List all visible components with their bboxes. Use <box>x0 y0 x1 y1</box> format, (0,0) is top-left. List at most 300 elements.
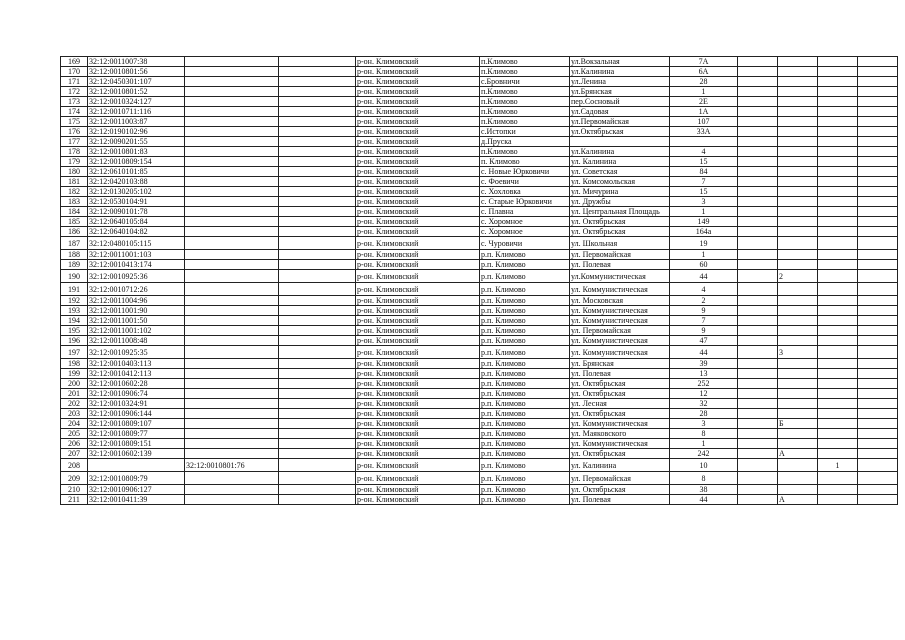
table-row <box>61 336 898 346</box>
cell-locality: с.Истопки <box>480 127 570 137</box>
cell-cadastral: 32:12:0011008:48 <box>88 336 185 346</box>
table-row <box>61 127 898 137</box>
cell-e3 <box>818 77 858 87</box>
cell-e3 <box>818 429 858 439</box>
cell-cadastral2 <box>185 336 279 346</box>
cell-e3 <box>818 157 858 167</box>
cell-district: р-он. Климовский <box>356 399 480 409</box>
cell-cadastral: 32:12:0011001:50 <box>88 316 185 326</box>
cell-e2 <box>778 227 818 237</box>
cell-locality: с. Плавна <box>480 207 570 217</box>
cell-cadastral: 32:12:0010602:139 <box>88 449 185 459</box>
table-row <box>61 107 898 117</box>
cell-num: 184 <box>61 207 88 217</box>
cell-locality: р.п. Климово <box>480 283 570 296</box>
cell-district: р-он. Климовский <box>356 389 480 399</box>
cell-e4 <box>858 399 898 409</box>
table-row <box>61 485 898 495</box>
cell-e1 <box>738 459 778 472</box>
cell-locality: с.Бровничи <box>480 77 570 87</box>
property-register-table <box>60 56 898 505</box>
cell-e4 <box>858 57 898 67</box>
cell-district: р-он. Климовский <box>356 87 480 97</box>
cell-cadastral: 32:12:0011001:90 <box>88 306 185 316</box>
cell-e2 <box>778 187 818 197</box>
cell-locality: п.Климово <box>480 147 570 157</box>
cell-cadastral2 <box>185 359 279 369</box>
cell-e1 <box>738 296 778 306</box>
cell-e2 <box>778 409 818 419</box>
cell-cadastral: 32:12:0190102:96 <box>88 127 185 137</box>
cell-district: р-он. Климовский <box>356 336 480 346</box>
cell-district: р-он. Климовский <box>356 207 480 217</box>
cell-e4 <box>858 316 898 326</box>
cell-cadastral2 <box>185 217 279 227</box>
cell-e2 <box>778 167 818 177</box>
cell-e1 <box>738 429 778 439</box>
cell-num: 192 <box>61 296 88 306</box>
cell-e3 <box>818 147 858 157</box>
cell-e3 <box>818 87 858 97</box>
cell-blank <box>279 336 356 346</box>
cell-cadastral2 <box>185 306 279 316</box>
cell-cadastral: 32:12:0011007:38 <box>88 57 185 67</box>
cell-e3 <box>818 57 858 67</box>
cell-blank <box>279 306 356 316</box>
cell-e4 <box>858 389 898 399</box>
cell-cadastral: 32:12:0420103:88 <box>88 177 185 187</box>
cell-e2 <box>778 137 818 147</box>
cell-locality: с. Хоромное <box>480 227 570 237</box>
cell-locality: с. Старые Юрковичи <box>480 197 570 207</box>
table-row <box>61 187 898 197</box>
cell-cadastral: 32:12:0640105:84 <box>88 217 185 227</box>
cell-e2 <box>778 237 818 250</box>
cell-district: р-он. Климовский <box>356 137 480 147</box>
cell-district: р-он. Климовский <box>356 369 480 379</box>
cell-num: 205 <box>61 429 88 439</box>
cell-cadastral2 <box>185 137 279 147</box>
cell-e1 <box>738 379 778 389</box>
cell-cadastral: 32:12:0610101:85 <box>88 167 185 177</box>
cell-street: ул. Дружбы <box>570 197 670 207</box>
cell-street: ул.Октябрьская <box>570 127 670 137</box>
cell-num: 201 <box>61 389 88 399</box>
cell-cadastral: 32:12:0010801:83 <box>88 147 185 157</box>
cell-district: р-он. Климовский <box>356 495 480 505</box>
cell-locality: р.п. Климово <box>480 449 570 459</box>
cell-e3 <box>818 137 858 147</box>
cell-e1 <box>738 399 778 409</box>
cell-e2: Б <box>778 419 818 429</box>
cell-e3 <box>818 197 858 207</box>
cell-num: 172 <box>61 87 88 97</box>
cell-cadastral2 <box>185 485 279 495</box>
cell-blank <box>279 250 356 260</box>
cell-locality: с. Новые Юрковичи <box>480 167 570 177</box>
cell-e4 <box>858 87 898 97</box>
cell-house: 33А <box>670 127 738 137</box>
cell-e2 <box>778 57 818 67</box>
cell-e1 <box>738 472 778 485</box>
cell-street: ул. Мичурина <box>570 187 670 197</box>
cell-e4 <box>858 495 898 505</box>
cell-house: 4 <box>670 283 738 296</box>
cell-blank <box>279 77 356 87</box>
cell-cadastral: 32:12:0011001:102 <box>88 326 185 336</box>
cell-e3 <box>818 67 858 77</box>
cell-district: р-он. Климовский <box>356 283 480 296</box>
cell-e1 <box>738 449 778 459</box>
cell-num: 196 <box>61 336 88 346</box>
cell-e4 <box>858 326 898 336</box>
cell-e1 <box>738 137 778 147</box>
cell-e3 <box>818 336 858 346</box>
cell-district: р-он. Климовский <box>356 97 480 107</box>
cell-blank <box>279 260 356 270</box>
cell-cadastral: 32:12:0010711:116 <box>88 107 185 117</box>
cell-street: ул. Калинина <box>570 459 670 472</box>
cell-e2 <box>778 326 818 336</box>
cell-house: 1 <box>670 439 738 449</box>
cell-house: 9 <box>670 306 738 316</box>
cell-street: ул. Лесная <box>570 399 670 409</box>
cell-e2 <box>778 336 818 346</box>
cell-e3 <box>818 117 858 127</box>
cell-e4 <box>858 147 898 157</box>
cell-house: 39 <box>670 359 738 369</box>
cell-e1 <box>738 207 778 217</box>
table-row <box>61 67 898 77</box>
cell-cadastral2 <box>185 67 279 77</box>
cell-e2 <box>778 117 818 127</box>
table-row <box>61 316 898 326</box>
cell-house: 15 <box>670 157 738 167</box>
cell-blank <box>279 359 356 369</box>
cell-e2 <box>778 217 818 227</box>
cell-cadastral: 32:12:0010412:113 <box>88 369 185 379</box>
cell-e1 <box>738 326 778 336</box>
table-row <box>61 409 898 419</box>
cell-district: р-он. Климовский <box>356 485 480 495</box>
cell-blank <box>279 67 356 77</box>
cell-cadastral2 <box>185 283 279 296</box>
cell-num: 174 <box>61 107 88 117</box>
table-row <box>61 283 898 296</box>
table-row <box>61 250 898 260</box>
cell-e2 <box>778 107 818 117</box>
cell-cadastral2 <box>185 399 279 409</box>
cell-e2 <box>778 197 818 207</box>
cell-blank <box>279 472 356 485</box>
cell-street: ул. Полевая <box>570 495 670 505</box>
table-body <box>61 57 898 505</box>
cell-locality: р.п. Климово <box>480 316 570 326</box>
cell-e2 <box>778 250 818 260</box>
table-row <box>61 379 898 389</box>
table-row <box>61 326 898 336</box>
cell-house: 10 <box>670 459 738 472</box>
cell-num: 179 <box>61 157 88 167</box>
cell-street: ул. Маяковского <box>570 429 670 439</box>
cell-e1 <box>738 409 778 419</box>
cell-blank <box>279 87 356 97</box>
cell-blank <box>279 227 356 237</box>
cell-e4 <box>858 270 898 283</box>
cell-district: р-он. Климовский <box>356 379 480 389</box>
cell-street: ул. Московская <box>570 296 670 306</box>
cell-e4 <box>858 260 898 270</box>
cell-street: ул.Вокзальная <box>570 57 670 67</box>
cell-num: 198 <box>61 359 88 369</box>
cell-house <box>670 137 738 147</box>
cell-locality: с. Фоевичи <box>480 177 570 187</box>
table-row <box>61 472 898 485</box>
cell-e4 <box>858 217 898 227</box>
cell-e4 <box>858 97 898 107</box>
cell-locality: с. Чуровичи <box>480 237 570 250</box>
cell-e2 <box>778 369 818 379</box>
cell-district: р-он. Климовский <box>356 217 480 227</box>
table-row <box>61 449 898 459</box>
cell-e2 <box>778 177 818 187</box>
cell-locality: р.п. Климово <box>480 296 570 306</box>
cell-e4 <box>858 67 898 77</box>
cell-street: ул. Коммунистическая <box>570 283 670 296</box>
cell-locality: д.Пруска <box>480 137 570 147</box>
cell-cadastral2 <box>185 379 279 389</box>
cell-e3 <box>818 485 858 495</box>
cell-e3 <box>818 316 858 326</box>
cell-district: р-он. Климовский <box>356 250 480 260</box>
cell-locality: с. Хохловка <box>480 187 570 197</box>
cell-street: ул. Первомайская <box>570 250 670 260</box>
cell-cadastral2 <box>185 117 279 127</box>
cell-cadastral2 <box>185 127 279 137</box>
cell-cadastral2 <box>185 177 279 187</box>
cell-house: 6А <box>670 67 738 77</box>
cell-street: ул. Коммунистическая <box>570 336 670 346</box>
cell-house: 28 <box>670 409 738 419</box>
cell-num: 190 <box>61 270 88 283</box>
cell-e1 <box>738 237 778 250</box>
cell-e2 <box>778 260 818 270</box>
cell-locality: р.п. Климово <box>480 459 570 472</box>
cell-cadastral: 32:12:0010324:127 <box>88 97 185 107</box>
cell-num: 199 <box>61 369 88 379</box>
table-row <box>61 147 898 157</box>
cell-blank <box>279 117 356 127</box>
cell-cadastral: 32:12:0010809:79 <box>88 472 185 485</box>
cell-e4 <box>858 419 898 429</box>
cell-cadastral2 <box>185 326 279 336</box>
cell-e2: 2 <box>778 270 818 283</box>
cell-e3 <box>818 227 858 237</box>
cell-locality: р.п. Климово <box>480 495 570 505</box>
cell-num: 182 <box>61 187 88 197</box>
cell-house: 28 <box>670 77 738 87</box>
cell-district: р-он. Климовский <box>356 227 480 237</box>
cell-num: 194 <box>61 316 88 326</box>
cell-district: р-он. Климовский <box>356 147 480 157</box>
cell-e1 <box>738 157 778 167</box>
cell-num: 206 <box>61 439 88 449</box>
cell-cadastral2 <box>185 87 279 97</box>
cell-cadastral: 32:12:0010906:144 <box>88 409 185 419</box>
cell-cadastral2 <box>185 449 279 459</box>
cell-cadastral2 <box>185 260 279 270</box>
cell-locality: р.п. Климово <box>480 369 570 379</box>
cell-locality: п.Климово <box>480 57 570 67</box>
cell-e3 <box>818 379 858 389</box>
cell-cadastral2 <box>185 495 279 505</box>
cell-e3 <box>818 399 858 409</box>
table-row <box>61 137 898 147</box>
cell-cadastral: 32:12:0010403:113 <box>88 359 185 369</box>
cell-cadastral2 <box>185 237 279 250</box>
cell-e1 <box>738 316 778 326</box>
cell-e4 <box>858 459 898 472</box>
cell-locality: р.п. Климово <box>480 389 570 399</box>
table-row <box>61 197 898 207</box>
cell-num: 185 <box>61 217 88 227</box>
cell-street: ул. Первомайская <box>570 326 670 336</box>
cell-e3 <box>818 217 858 227</box>
cell-cadastral2 <box>185 97 279 107</box>
cell-cadastral: 32:12:0090101:78 <box>88 207 185 217</box>
cell-street: ул. Центральная Площадь <box>570 207 670 217</box>
cell-street: ул.Калинина <box>570 147 670 157</box>
cell-e3 <box>818 419 858 429</box>
cell-e4 <box>858 107 898 117</box>
cell-num: 183 <box>61 197 88 207</box>
cell-e2 <box>778 439 818 449</box>
cell-street: ул. Полевая <box>570 369 670 379</box>
cell-blank <box>279 270 356 283</box>
table-row <box>61 77 898 87</box>
cell-num: 189 <box>61 260 88 270</box>
cell-locality: р.п. Климово <box>480 485 570 495</box>
cell-blank <box>279 485 356 495</box>
cell-e4 <box>858 485 898 495</box>
cell-district: р-он. Климовский <box>356 177 480 187</box>
cell-e1 <box>738 87 778 97</box>
cell-e1 <box>738 177 778 187</box>
cell-e1 <box>738 306 778 316</box>
cell-house: 2Е <box>670 97 738 107</box>
cell-e3 <box>818 97 858 107</box>
cell-blank <box>279 429 356 439</box>
cell-e4 <box>858 227 898 237</box>
table-row <box>61 419 898 429</box>
cell-e2 <box>778 127 818 137</box>
cell-num: 188 <box>61 250 88 260</box>
cell-cadastral2 <box>185 57 279 67</box>
cell-e3 <box>818 326 858 336</box>
cell-district: р-он. Климовский <box>356 117 480 127</box>
cell-blank <box>279 409 356 419</box>
table-row <box>61 429 898 439</box>
cell-locality: р.п. Климово <box>480 472 570 485</box>
cell-e3 <box>818 296 858 306</box>
cell-blank <box>279 197 356 207</box>
cell-street <box>570 137 670 147</box>
table-row <box>61 359 898 369</box>
table-row <box>61 227 898 237</box>
cell-cadastral2 <box>185 439 279 449</box>
cell-e4 <box>858 117 898 127</box>
cell-num: 177 <box>61 137 88 147</box>
cell-house: 15 <box>670 187 738 197</box>
cell-num: 171 <box>61 77 88 87</box>
cell-house: 164а <box>670 227 738 237</box>
cell-e4 <box>858 429 898 439</box>
cell-house: 8 <box>670 472 738 485</box>
cell-street: ул. Коммунистическая <box>570 306 670 316</box>
cell-district: р-он. Климовский <box>356 67 480 77</box>
cell-house: 4 <box>670 147 738 157</box>
cell-street: ул.Калинина <box>570 67 670 77</box>
cell-street: ул. Октябрьская <box>570 485 670 495</box>
cell-street: ул. Октябрьская <box>570 389 670 399</box>
table-row <box>61 369 898 379</box>
cell-district: р-он. Климовский <box>356 107 480 117</box>
cell-house: 149 <box>670 217 738 227</box>
cell-cadastral: 32:12:0010324:91 <box>88 399 185 409</box>
cell-house: 44 <box>670 495 738 505</box>
cell-blank <box>279 107 356 117</box>
cell-e1 <box>738 217 778 227</box>
table-row <box>61 270 898 283</box>
cell-street: ул. Октябрьская <box>570 409 670 419</box>
cell-e2 <box>778 306 818 316</box>
cell-district: р-он. Климовский <box>356 439 480 449</box>
cell-e2: А <box>778 449 818 459</box>
cell-e1 <box>738 97 778 107</box>
cell-cadastral2 <box>185 419 279 429</box>
cell-num: 195 <box>61 326 88 336</box>
cell-e4 <box>858 167 898 177</box>
cell-num: 187 <box>61 237 88 250</box>
cell-cadastral2 <box>185 472 279 485</box>
cell-house: 7А <box>670 57 738 67</box>
table-row <box>61 306 898 316</box>
cell-cadastral: 32:12:0010712:26 <box>88 283 185 296</box>
cell-e2 <box>778 316 818 326</box>
cell-district: р-он. Климовский <box>356 449 480 459</box>
cell-e4 <box>858 127 898 137</box>
cell-e1 <box>738 260 778 270</box>
cell-district: р-он. Климовский <box>356 429 480 439</box>
cell-num: 209 <box>61 472 88 485</box>
cell-e4 <box>858 283 898 296</box>
cell-house: 3 <box>670 419 738 429</box>
cell-e3 <box>818 306 858 316</box>
cell-e1 <box>738 485 778 495</box>
cell-cadastral: 32:12:0010413:174 <box>88 260 185 270</box>
cell-district: р-он. Климовский <box>356 197 480 207</box>
cell-house: 1 <box>670 207 738 217</box>
cell-blank <box>279 369 356 379</box>
table-row <box>61 459 898 472</box>
cell-num: 169 <box>61 57 88 67</box>
cell-house: 44 <box>670 346 738 359</box>
cell-e1 <box>738 107 778 117</box>
cell-e1 <box>738 117 778 127</box>
cell-cadastral2 <box>185 369 279 379</box>
cell-e3 <box>818 409 858 419</box>
cell-cadastral: 32:12:0450301:107 <box>88 77 185 87</box>
